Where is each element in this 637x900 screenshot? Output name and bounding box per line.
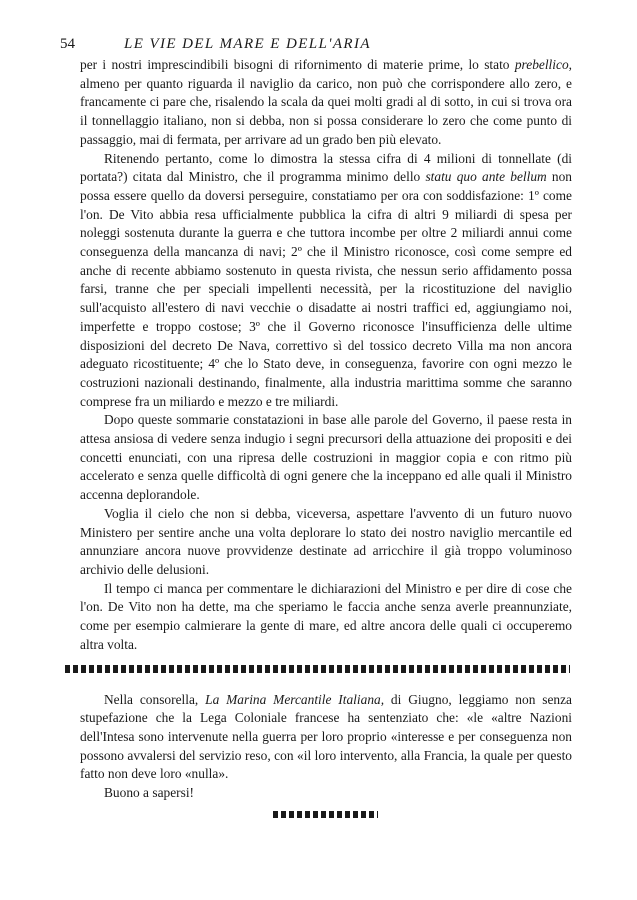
news-note (80, 691, 572, 803)
page (60, 30, 573, 818)
page-header (60, 30, 572, 52)
italic-text: La Marina Mercantile Italiana, (205, 691, 385, 707)
italic-text: prebellico (514, 57, 569, 72)
paragraph: Dopo queste sommarie constatazioni in base alle parole del Governo, il paese resta in attesa ansiosa di vedere senza indugio i segni precursori della attuazione dei propositi e dei concetti enunciati, con una ripresa delle costruzioni in maggior copia e con ritmo più accelerato e senza quelle difficoltà di ogni genere che la inceppano ed alle quali il Ministro accenna deplorandole. (80, 412, 572, 503)
section-divider (65, 665, 570, 673)
article-body (80, 56, 572, 655)
running-title: LE VIE DEL MARE E DELL'ARIA (124, 36, 371, 52)
end-divider (273, 811, 378, 818)
paragraph: Buono a sapersi! (104, 785, 194, 801)
paragraph: Il tempo ci manca per commentare le dichiarazioni del Ministro e per dire di cose che l'on. De Vito non ha dette, ma che speriamo le faccia anche senza averle preannunziate, come per esempio calmierare la gente di mare, ed altre ancora delle quali ci occuperemo altra volta. (80, 580, 572, 652)
paragraph: Voglia il cielo che non si debba, viceversa, aspettare l'avvento di un futuro nuovo Ministero per sentire anche una volta deplorare lo stato dei nostro naviglio mercantile ed annunziare ancora nuove provvidenze destinate ad arricchire il già troppo voluminoso archivio delle delusioni. (80, 505, 572, 577)
page-number: 54 (60, 36, 75, 52)
paragraph: Ritenendo pertanto, come lo dimostra la stessa cifra di 4 milioni di tonnellate (di portata?) citata dal Ministro, che il programma minimo dello statu quo ante bellum non possa essere quello da doversi perseguire, constatiamo per ora con soddisfazione: 1º come l'on. De Vito abbia resa ufficialmente pubblica la cifra di altri 9 miliardi di spesa per noleggi sostenuta durante la guerra e che tuttora incombe per oltre 2 miliardi annui come conseguenza della mancanza di navi; 2º che il Ministro riconosce, così come sempre ed anche di recente abbiamo sostenuto in questa rivista, che nessun serio affidamento possa farsi, tranne che per speciali impellenti necessità, per la ricostituzione del naviglio sull'acquisto all'estero di navi vecchie o disadatte ai nostri traffici ed, aggiungiamo noi, imperfette e troppo costose; 3º che il Governo riconosce l'insufficienza delle ultime disposizioni del decreto De Nava, correttivo sì del tossico decreto Villa ma non ancora adeguato ricostituente; 4º che lo Stato deve, in conseguenza, favorire con ogni mezzo le costruzioni nazionali destinando, finalmente, alla industria marittima somme che saranno comprese fra un miliardo e mezzo e tre miliardi. (80, 150, 572, 409)
paragraph: Nella consorella, La Marina Mercantile Italiana, di Giugno, leggiamo non senza stupefazione che la Lega Coloniale francese ha sentenziato che: «le «altre Nazioni dell'Intesa sono intervenute nella guerra per loro proprio «interesse e per conseguenza non possono avvalersi del servizio reso, con «il loro intervento, alla Francia, la quale per questo fatto non deve loro «nulla». (80, 691, 573, 782)
paragraph: per i nostri imprescindibili bisogni di rifornimento di materie prime, lo stato prebellico, almeno per quanto riguarda il naviglio da carico, non può che corrispondere allo zero, e francamente ci pare che, risalendo la scala da quei molti gradi al di sotto, in cui si trova ora il tonnellaggio italiano, non si debba, non si possa considerare lo zero che come punto di passaggio, mai di fermata, per arrivare ad un grado ben più elevato. (80, 57, 572, 147)
italic-text: statu quo ante bellum (425, 169, 547, 185)
